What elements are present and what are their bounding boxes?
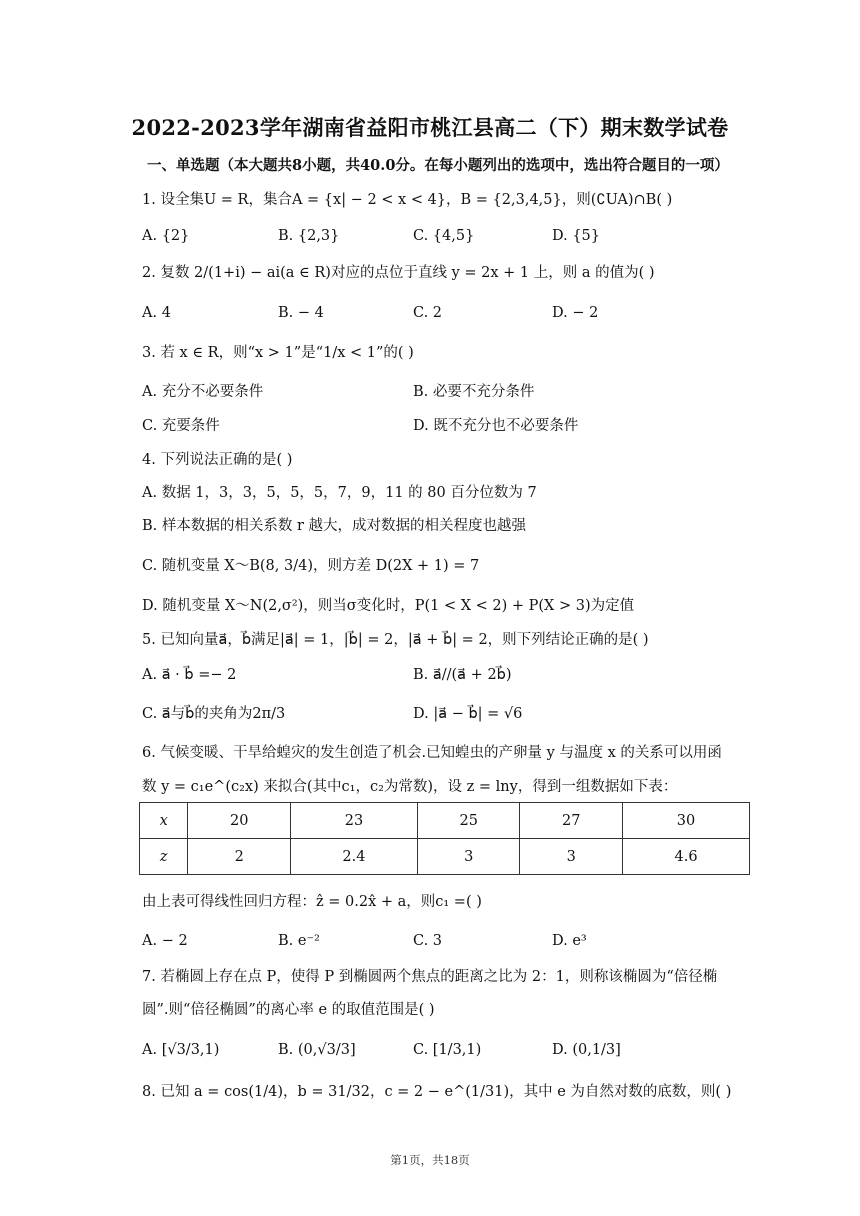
q3-option-c: C. 充要条件: [142, 418, 220, 434]
q6-option-b: B. e⁻²: [278, 933, 320, 949]
q4-option-d: D. 随机变量 X～N(2,σ²)，则当σ变化时，P(1 < X < 2) + P(X > 3)为定值: [142, 598, 635, 614]
table-cell: 25: [417, 803, 520, 839]
table-row: [140, 839, 750, 875]
page-footer: 第1页，共18页: [390, 1153, 470, 1167]
q4-option-b: B. 样本数据的相关系数 r 越大，成对数据的相关程度也越强: [142, 518, 527, 534]
q2-option-c: C. 2: [413, 305, 443, 321]
question-7-stem-line1: 7. 若椭圆上存在点 P，使得 P 到椭圆两个焦点的距离之比为 2：1，则称该椭圆为“倍径椭: [142, 969, 718, 985]
table-cell: 2.4: [291, 839, 418, 875]
q2-option-a: A. 4: [142, 305, 171, 321]
q2-option-b: B. − 4: [278, 305, 324, 321]
question-3-stem: 3. 若 x ∈ R，则“x > 1”是“1/x < 1”的( ): [142, 345, 414, 361]
table-cell: 27: [520, 803, 623, 839]
q6-option-c: C. 3: [413, 933, 443, 949]
q4-option-a: A. 数据 1，3，3，5，5，5，7，9，11 的 80 百分位数为 7: [142, 485, 537, 501]
q6-option-a: A. − 2: [142, 933, 188, 949]
page-title: 2022-2023学年湖南省益阳市桃江县高二（下）期末数学试卷: [131, 115, 729, 140]
data-table: [139, 802, 750, 875]
table-cell: 2: [188, 839, 291, 875]
q4-option-c: C. 随机变量 X～B(8, 3/4)，则方差 D(2X + 1) = 7: [142, 558, 480, 574]
question-6-stem-line2: 数 y = c₁e^(c₂x) 来拟合(其中c₁，c₂为常数)，设 z = lny，得到一组数据如下表：: [142, 779, 678, 795]
q7-option-b: B. (0,√3/3]: [278, 1042, 356, 1058]
q2-option-d: D. − 2: [552, 305, 599, 321]
q5-option-a: A. a⃗ · b⃗ =− 2: [142, 667, 237, 683]
table-cell: z: [140, 839, 188, 875]
question-5-stem: 5. 已知向量a⃗，b⃗满足|a⃗| = 1，|b⃗| = 2，|a⃗ + b⃗| = 2，则下列结论正确的是( ): [142, 632, 649, 648]
q7-option-a: A. [√3/3,1): [142, 1042, 220, 1058]
question-4-stem: 4. 下列说法正确的是( ): [142, 452, 293, 468]
question-8-stem: 8. 已知 a = cos(1/4)，b = 31/32，c = 2 − e^(1/31)，其中 e 为自然对数的底数，则( ): [142, 1084, 732, 1100]
table-cell: 3: [417, 839, 520, 875]
q3-option-b: B. 必要不充分条件: [413, 384, 535, 400]
table-cell: x: [140, 803, 188, 839]
question-7-stem-line2: 圆”.则“倍径椭圆”的离心率 e 的取值范围是( ): [142, 1002, 435, 1018]
q1-option-d: D. {5}: [552, 228, 601, 244]
question-6-regression: 由上表可得线性回归方程：ẑ = 0.2x̂ + a，则c₁ =( ): [142, 894, 482, 910]
q3-option-a: A. 充分不必要条件: [142, 384, 264, 400]
question-6-stem-line1: 6. 气候变暖、干旱给蝗灾的发生创造了机会.已知蝗虫的产卵量 y 与温度 x 的关系可以用函: [142, 745, 722, 761]
question-1-stem: 1. 设全集U = R，集合A = {x| − 2 < x < 4}，B = {2,3,4,5}，则(∁UA)∩B( ): [142, 192, 673, 208]
q1-option-a: A. {2}: [142, 228, 190, 244]
table-cell: 3: [520, 839, 623, 875]
table-cell: 23: [291, 803, 418, 839]
table-cell: 4.6: [623, 839, 750, 875]
section-heading: 一、单选题（本大题共8小题，共40.0分。在每小题列出的选项中，选出符合题目的一项）: [147, 157, 729, 174]
table-cell: 30: [623, 803, 750, 839]
question-2-stem: 2. 复数 2/(1+i) − ai(a ∈ R)对应的点位于直线 y = 2x + 1 上，则 a 的值为( ): [142, 265, 655, 281]
table-row: [140, 803, 750, 839]
q3-option-d: D. 既不充分也不必要条件: [413, 418, 579, 434]
q5-option-d: D. |a⃗ − b⃗| = √6: [413, 706, 523, 722]
q7-option-c: C. [1/3,1): [413, 1042, 482, 1058]
q7-option-d: D. (0,1/3]: [552, 1042, 621, 1058]
q5-option-b: B. a⃗//(a⃗ + 2b⃗): [413, 667, 512, 683]
q1-option-c: C. {4,5}: [413, 228, 475, 244]
q1-option-b: B. {2,3}: [278, 228, 340, 244]
q6-option-d: D. e³: [552, 933, 587, 949]
table-cell: 20: [188, 803, 291, 839]
q5-option-c: C. a⃗与b⃗的夹角为2π/3: [142, 706, 286, 722]
